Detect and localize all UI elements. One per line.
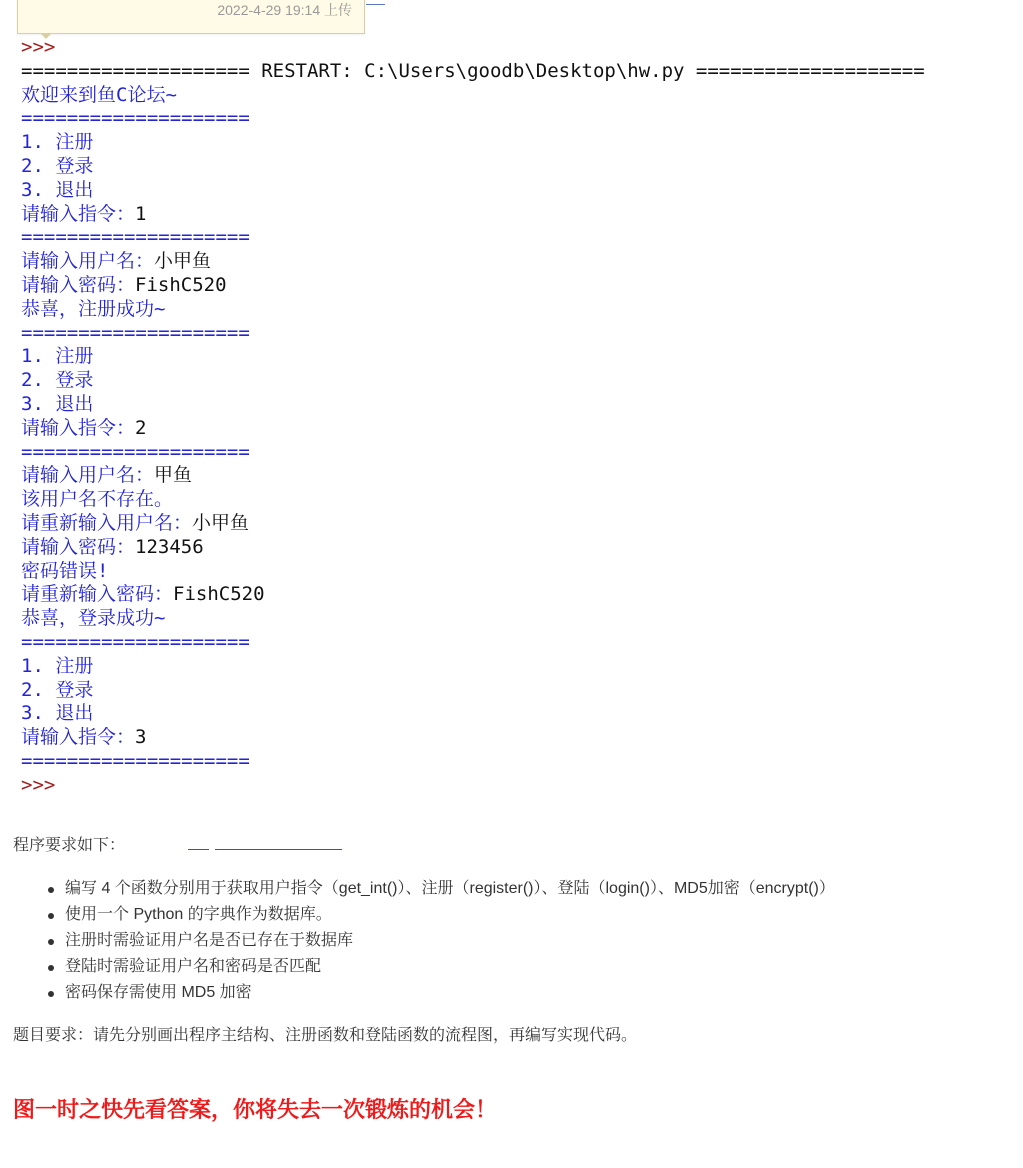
console-line [21, 274, 925, 298]
requirement-text: 密码保存需使用 MD5 加密 [65, 984, 252, 1001]
console-output-text: ==================== [21, 226, 250, 249]
console-prompt-text: 请重新输入密码： [21, 583, 174, 606]
console-line [21, 250, 925, 274]
requirement-text: 登陆时需验证用户名和密码是否匹配 [65, 958, 322, 975]
bullet-icon [48, 887, 54, 893]
console-output-text: ==================== [21, 749, 250, 772]
console-line [21, 512, 925, 536]
link-underline-short [188, 849, 209, 850]
console-line [21, 488, 925, 512]
console-output-text: 2. 登录 [21, 678, 94, 701]
console-prompt-text: 请输入用户名： [21, 250, 155, 273]
requirement-text: 使用一个 Python 的字典作为数据库。 [65, 906, 332, 923]
console-output-text: 密码错误! [21, 559, 109, 582]
requirement-item [13, 876, 1003, 902]
console-output-text: ==================== RESTART: C:\Users\goodb\Desktop\hw.py ==================== [21, 59, 925, 82]
requirement-item [13, 902, 1003, 928]
console-line [21, 655, 925, 679]
console-output-text: 2. 登录 [21, 154, 94, 177]
console-output-text: 该用户名不存在。 [21, 488, 174, 511]
console-line [21, 60, 925, 84]
console-line [21, 702, 925, 726]
requirement-text: 注册时需验证用户名是否已存在于数据库 [65, 932, 354, 949]
console-prompt-text: 请输入密码： [21, 535, 136, 558]
console-output-text: 恭喜，登录成功~ [21, 607, 166, 630]
console-output-text: 3. 退出 [21, 702, 94, 725]
console-output-text: 1. 注册 [21, 345, 94, 368]
shell-prompt: >>> [21, 773, 56, 796]
console-output-text: ==================== [21, 321, 250, 344]
console-prompt-text: 请输入指令： [21, 202, 136, 225]
link-underline-fragment [366, 4, 385, 5]
console-output-text: 1. 注册 [21, 131, 94, 154]
console-prompt-text: 请输入用户名： [21, 464, 155, 487]
console-line [21, 298, 925, 322]
console-output-text: ==================== [21, 107, 250, 130]
console-line [21, 607, 925, 631]
requirement-item [13, 954, 1003, 980]
requirements-list [13, 876, 1003, 1006]
console-line [21, 226, 925, 250]
console-line [21, 750, 925, 774]
console-line [21, 322, 925, 346]
console-line [21, 179, 925, 203]
console-line [21, 155, 925, 179]
console-user-input: FishC520 [135, 273, 227, 296]
console-line [21, 203, 925, 227]
console-user-input: 2 [135, 416, 147, 439]
console-user-input: 小甲鱼 [154, 250, 212, 273]
bullet-icon [48, 939, 54, 945]
warning-text: 图一时之快先看答案，你将失去一次锻炼的机会！ [13, 1097, 498, 1122]
console-line [21, 583, 925, 607]
console-output-text: 欢迎来到鱼C论坛~ [21, 83, 177, 106]
link-underline-long [215, 849, 342, 850]
upload-time-text: 2022-4-29 19:14 上传 [217, 2, 352, 18]
requirement-item [13, 928, 1003, 954]
console-output-text: 3. 退出 [21, 178, 94, 201]
console-output-text: 2. 登录 [21, 369, 94, 392]
console-output-text: ==================== [21, 630, 250, 653]
console-line [21, 369, 925, 393]
console-line [21, 441, 925, 465]
console-line [21, 417, 925, 441]
bullet-icon [48, 991, 54, 997]
task-requirement: 题目要求：请先分别画出程序主结构、注册函数和登陆函数的流程图，再编写实现代码。 [13, 1027, 638, 1044]
console-line [21, 345, 925, 369]
console-user-input: 小甲鱼 [192, 511, 250, 534]
console-line [21, 536, 925, 560]
console-output-text: 3. 退出 [21, 392, 94, 415]
console-user-input: FishC520 [173, 583, 265, 606]
console-user-input: 3 [135, 726, 147, 749]
console-prompt-text: 请重新输入用户名： [21, 511, 193, 534]
console-prompt-text: 请输入指令： [21, 726, 136, 749]
console-user-input: 1 [135, 202, 147, 225]
requirement-text: 编写 4 个函数分别用于获取用户指令（get_int()）、注册（register()）、登陆（login()）、MD5加密（encrypt()） [65, 880, 835, 897]
console-output-text: 1. 注册 [21, 654, 94, 677]
console-line [21, 131, 925, 155]
python-shell-output [21, 36, 925, 798]
bullet-icon [48, 913, 54, 919]
requirement-item [13, 980, 1003, 1006]
bullet-icon [48, 965, 54, 971]
requirements-title: 程序要求如下： [13, 837, 126, 854]
console-line [21, 560, 925, 584]
console-line [21, 107, 925, 131]
console-line [21, 393, 925, 417]
shell-prompt: >>> [21, 36, 56, 58]
console-prompt-text: 请输入密码： [21, 273, 136, 296]
console-line [21, 464, 925, 488]
console-output-text: 恭喜，注册成功~ [21, 297, 166, 320]
console-line [21, 631, 925, 655]
console-line [21, 36, 925, 60]
console-user-input: 甲鱼 [154, 464, 193, 487]
upload-time-tooltip [17, 0, 365, 34]
post-content [13, 828, 1003, 1125]
console-line [21, 679, 925, 703]
console-prompt-text: 请输入指令： [21, 416, 136, 439]
console-line [21, 726, 925, 750]
requirements-heading-row [13, 828, 1003, 854]
console-line [21, 774, 925, 798]
console-line [21, 84, 925, 108]
console-output-text: ==================== [21, 440, 250, 463]
console-user-input: 123456 [135, 535, 204, 558]
